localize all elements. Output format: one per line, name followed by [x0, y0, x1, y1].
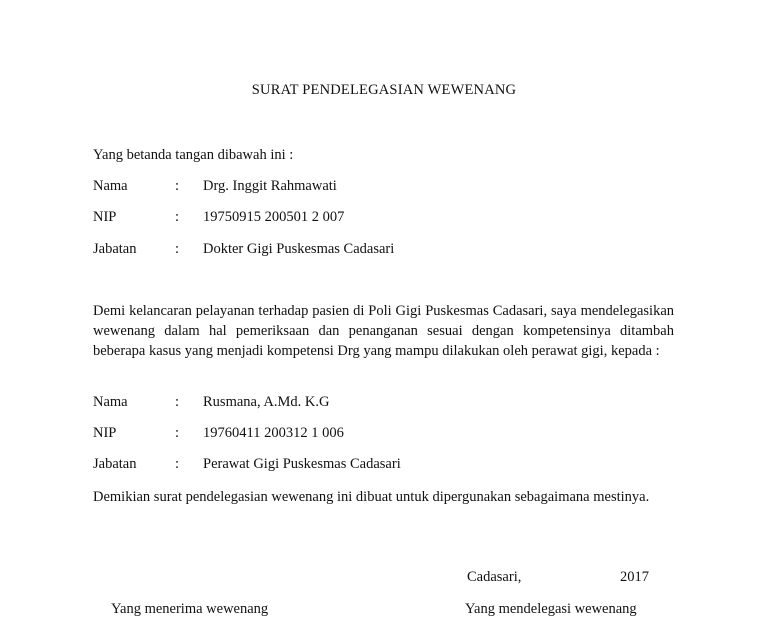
place-text: Cadasari,	[467, 569, 522, 585]
delegator-jabatan-colon: :	[175, 241, 180, 257]
delegator-name-value: Drg. Inggit Rahmawati	[203, 178, 337, 194]
delegate-name-value: Rusmana, A.Md. K.G	[203, 394, 330, 410]
document-title: SURAT PENDELEGASIAN WEWENANG	[251, 82, 517, 98]
delegate-name-label: Nama	[93, 394, 128, 410]
delegator-nip-colon: :	[175, 209, 180, 225]
delegator-jabatan-label: Jabatan	[93, 241, 137, 257]
year-text: 2017	[620, 569, 649, 585]
delegate-name-colon: :	[175, 394, 180, 410]
delegate-jabatan-label: Jabatan	[93, 456, 137, 472]
delegate-nip-colon: :	[175, 425, 180, 441]
delegator-jabatan-value: Dokter Gigi Puskesmas Cadasari	[203, 241, 395, 257]
delegator-name-label: Nama	[93, 178, 128, 194]
delegate-jabatan-colon: :	[175, 456, 180, 472]
signature-delegator-label: Yang mendelegasi wewenang	[465, 601, 637, 617]
delegate-jabatan-value: Perawat Gigi Puskesmas Cadasari	[203, 456, 401, 472]
delegator-name-colon: :	[175, 178, 180, 194]
intro-line: Yang betanda tangan dibawah ini :	[93, 147, 294, 163]
delegate-nip-label: NIP	[93, 425, 117, 441]
place-date	[467, 569, 649, 586]
delegate-nip-value: 19760411 200312 1 006	[203, 425, 344, 441]
delegator-nip-label: NIP	[93, 209, 117, 225]
delegator-nip-value: 19750915 200501 2 007	[203, 209, 345, 225]
closing-paragraph: Demikian surat pendelegasian wewenang ini dibuat untuk dipergunakan sebagaimana mestinya.	[93, 489, 650, 505]
body-paragraph: Demi kelancaran pelayanan terhadap pasien di Poli Gigi Puskesmas Cadasari, saya mendelegasikan wewenang dalam hal pemeriksaan dan penanganan sesuai dengan kompetensinya ditambah beberapa kasus yang menjadi kompetensi Drg yang mampu dilakukan oleh perawat gigi, kepada :	[93, 303, 674, 359]
signature-receiver-label: Yang menerima wewenang	[111, 601, 269, 617]
